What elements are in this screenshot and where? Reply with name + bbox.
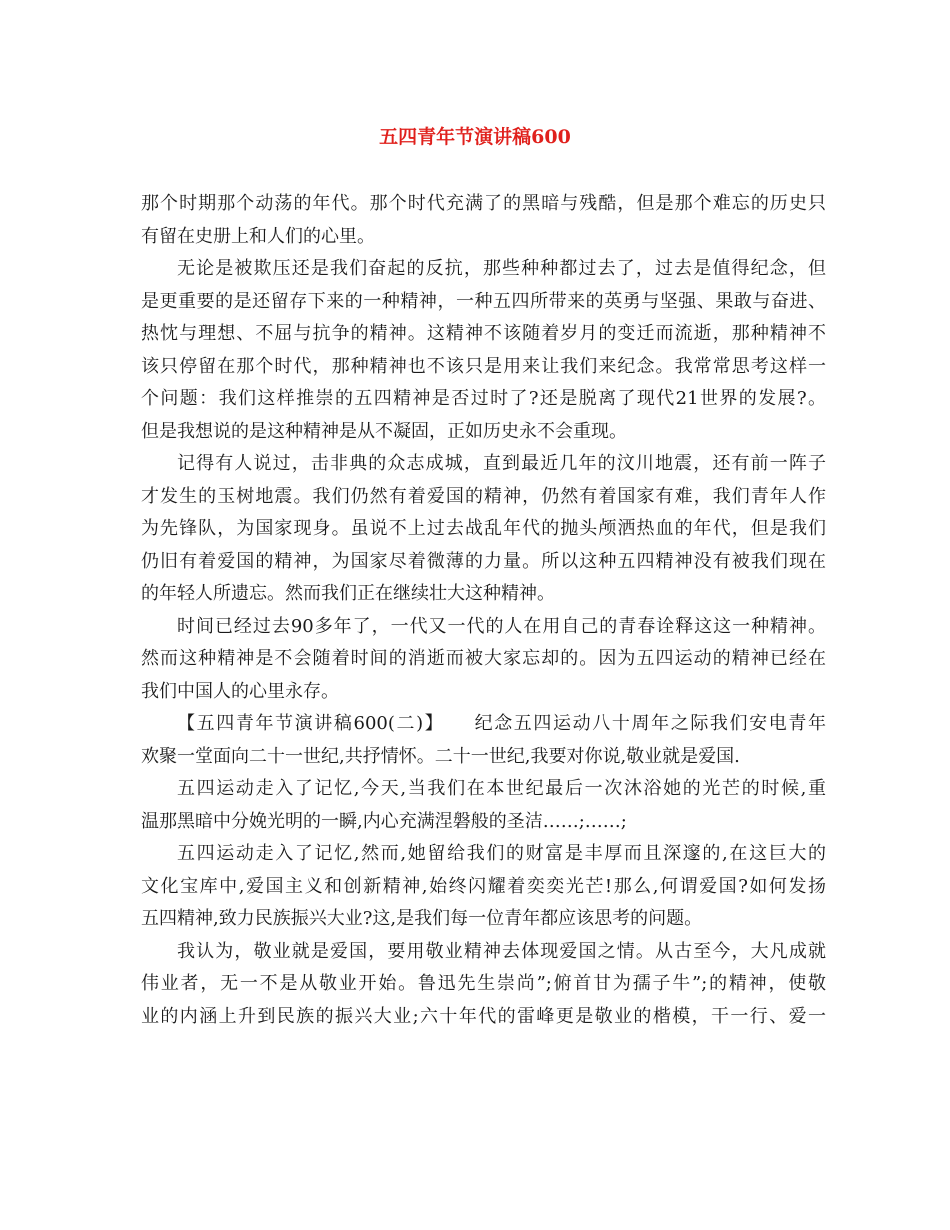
text-line: 记得有人说过，击非典的众志成城，直到最近几年的汶川地震，还有前一阵子: [177, 453, 826, 474]
text-line: 温那黑暗中分娩光明的一瞬,内心充满涅磐般的圣洁……;……;: [141, 810, 627, 832]
text-line: 时间已经过去90多年了，一代又一代的人在用自己的青春诠释这这一种精神。: [177, 615, 826, 637]
text-line: 才发生的玉树地震。我们仍然有着爱国的精神，仍然有着国家有难，我们青年人作: [141, 485, 826, 507]
text-line: 伟业者，无一不是从敬业开始。鲁迅先生崇尚”;俯首甘为孺子牛”;的精神，使敬: [141, 973, 826, 994]
text-line: 仍旧有着爱国的精神，为国家尽着微薄的力量。所以这种五四精神没有被我们现在: [141, 550, 826, 572]
text-line: 但是我想说的是这种精神是从不凝固，正如历史永不会重现。: [141, 420, 627, 442]
text-line: 文化宝库中,爱国主义和创新精神,始终闪耀着奕奕光芒!那么,何谓爱国?如何发扬: [141, 875, 826, 897]
document-body: [141, 188, 826, 1033]
text-line: 的年轻人所遗忘。然而我们正在继续壮大这种精神。: [141, 583, 555, 604]
text-line: 然而这种精神是不会随着时间的消逝而被大家忘却的。因为五四运动的精神已经在: [141, 648, 826, 669]
text-line: 有留在史册上和人们的心里。: [141, 225, 375, 247]
text-line: 业的内涵上升到民族的振兴大业;六十年代的雷峰更是敬业的楷模，干一行、爱一: [141, 1005, 826, 1027]
text-line: 五四运动走入了记忆,今天,当我们在本世纪最后一次沐浴她的光芒的时候,重: [177, 778, 826, 799]
text-line: 个问题：我们这样推崇的五四精神是否过时了?还是脱离了现代21世界的发展?。: [141, 388, 826, 409]
document-title: 五四青年节演讲稿600: [379, 126, 571, 148]
text-line: 我们中国人的心里永存。: [141, 680, 339, 702]
text-line: 五四精神,致力民族振兴大业?这,是我们每一位青年都应该思考的问题。: [141, 908, 703, 929]
text-line: 热忱与理想、不屈与抗争的精神。这精神不该随着岁月的变迁而流逝，那种精神不: [141, 323, 826, 344]
text-line: 无论是被欺压还是我们奋起的反抗，那些种种都过去了，过去是值得纪念，但: [177, 258, 826, 279]
text-line: 那个时期那个动荡的年代。那个时代充满了的黑暗与残酷，但是那个难忘的历史只: [141, 193, 826, 214]
text-line: 欢聚一堂面向二十一世纪,共抒情怀。二十一世纪,我要对你说,敬业就是爱国.: [141, 745, 740, 767]
text-line: 五四运动走入了记忆,然而,她留给我们的财富是丰厚而且深邃的,在这巨大的: [177, 843, 826, 864]
text-line: 该只停留在那个时代，那种精神也不该只是用来让我们来纪念。我常常思考这样一: [141, 355, 826, 377]
text-line: 为先锋队，为国家现身。虽说不上过去战乱年代的抛头颅洒热血的年代，但是我们: [141, 518, 826, 539]
text-line: 【五四青年节演讲稿600(二)】 纪念五四运动八十周年之际我们安电青年: [177, 713, 826, 734]
text-line: 是更重要的是还留存下来的一种精神，一种五四所带来的英勇与坚强、果敢与奋进、: [141, 290, 826, 312]
text-line: 我认为，敬业就是爱国，要用敬业精神去体现爱国之情。从古至今，大凡成就: [177, 940, 826, 962]
